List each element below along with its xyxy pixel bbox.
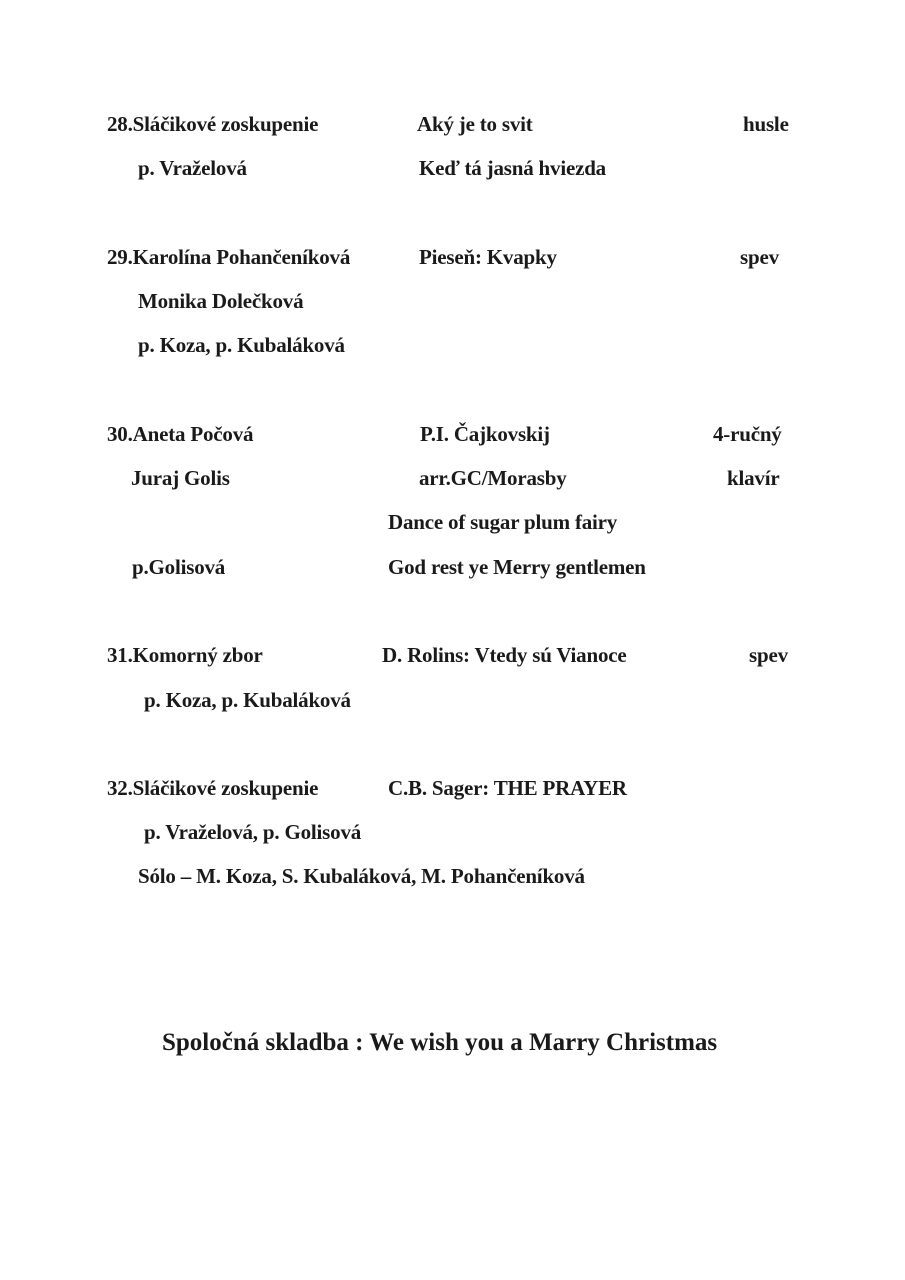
item-heading [107, 245, 350, 269]
performer: Aneta Počová [132, 422, 254, 446]
piece-title: Aký je to svit [417, 112, 533, 136]
instrument: spev [749, 643, 788, 667]
arranger: arr.GC/Morasby [419, 466, 567, 490]
performer: Komorný zbor [132, 643, 263, 667]
performer: Karolína Pohančeníková [132, 245, 351, 269]
instrument: 4-ručný [713, 422, 782, 446]
item-heading [107, 112, 318, 136]
teacher: p. Koza, p. Kubaláková [138, 333, 345, 357]
teacher: p. Koza, p. Kubaláková [144, 688, 351, 712]
teacher: p. Vraželová, p. Golisová [144, 820, 362, 844]
piece-title: God rest ye Merry gentlemen [388, 555, 646, 579]
performer: Juraj Golis [131, 466, 230, 490]
instrument: klavír [727, 466, 780, 490]
performer: Monika Dolečková [138, 289, 304, 313]
item-number: 28. [107, 112, 133, 136]
soloists: Sólo – M. Koza, S. Kubaláková, M. Pohančeníková [138, 864, 585, 888]
item-heading [107, 422, 253, 446]
piece-title: Pieseň: Kvapky [419, 245, 557, 269]
composer: P.I. Čajkovskij [420, 422, 550, 446]
item-number: 31. [107, 643, 133, 667]
piece-title: Keď tá jasná hviezda [419, 156, 606, 180]
teacher: p.Golisová [132, 555, 226, 579]
instrument: spev [740, 245, 779, 269]
closing-piece: Spoločná skladba : We wish you a Marry Christmas [162, 1029, 718, 1056]
item-number: 32. [107, 776, 133, 800]
piece-title: D. Rolins: Vtedy sú Vianoce [382, 643, 627, 667]
piece-title: C.B. Sager: THE PRAYER [388, 776, 627, 800]
piece-title: Dance of sugar plum fairy [388, 510, 618, 534]
item-heading [107, 643, 263, 667]
item-heading [107, 776, 318, 800]
item-number: 30. [107, 422, 133, 446]
performer: Sláčikové zoskupenie [132, 112, 319, 136]
item-number: 29. [107, 245, 133, 269]
performer: Sláčikové zoskupenie [132, 776, 319, 800]
teacher: p. Vraželová [138, 156, 247, 180]
instrument: husle [743, 112, 789, 136]
